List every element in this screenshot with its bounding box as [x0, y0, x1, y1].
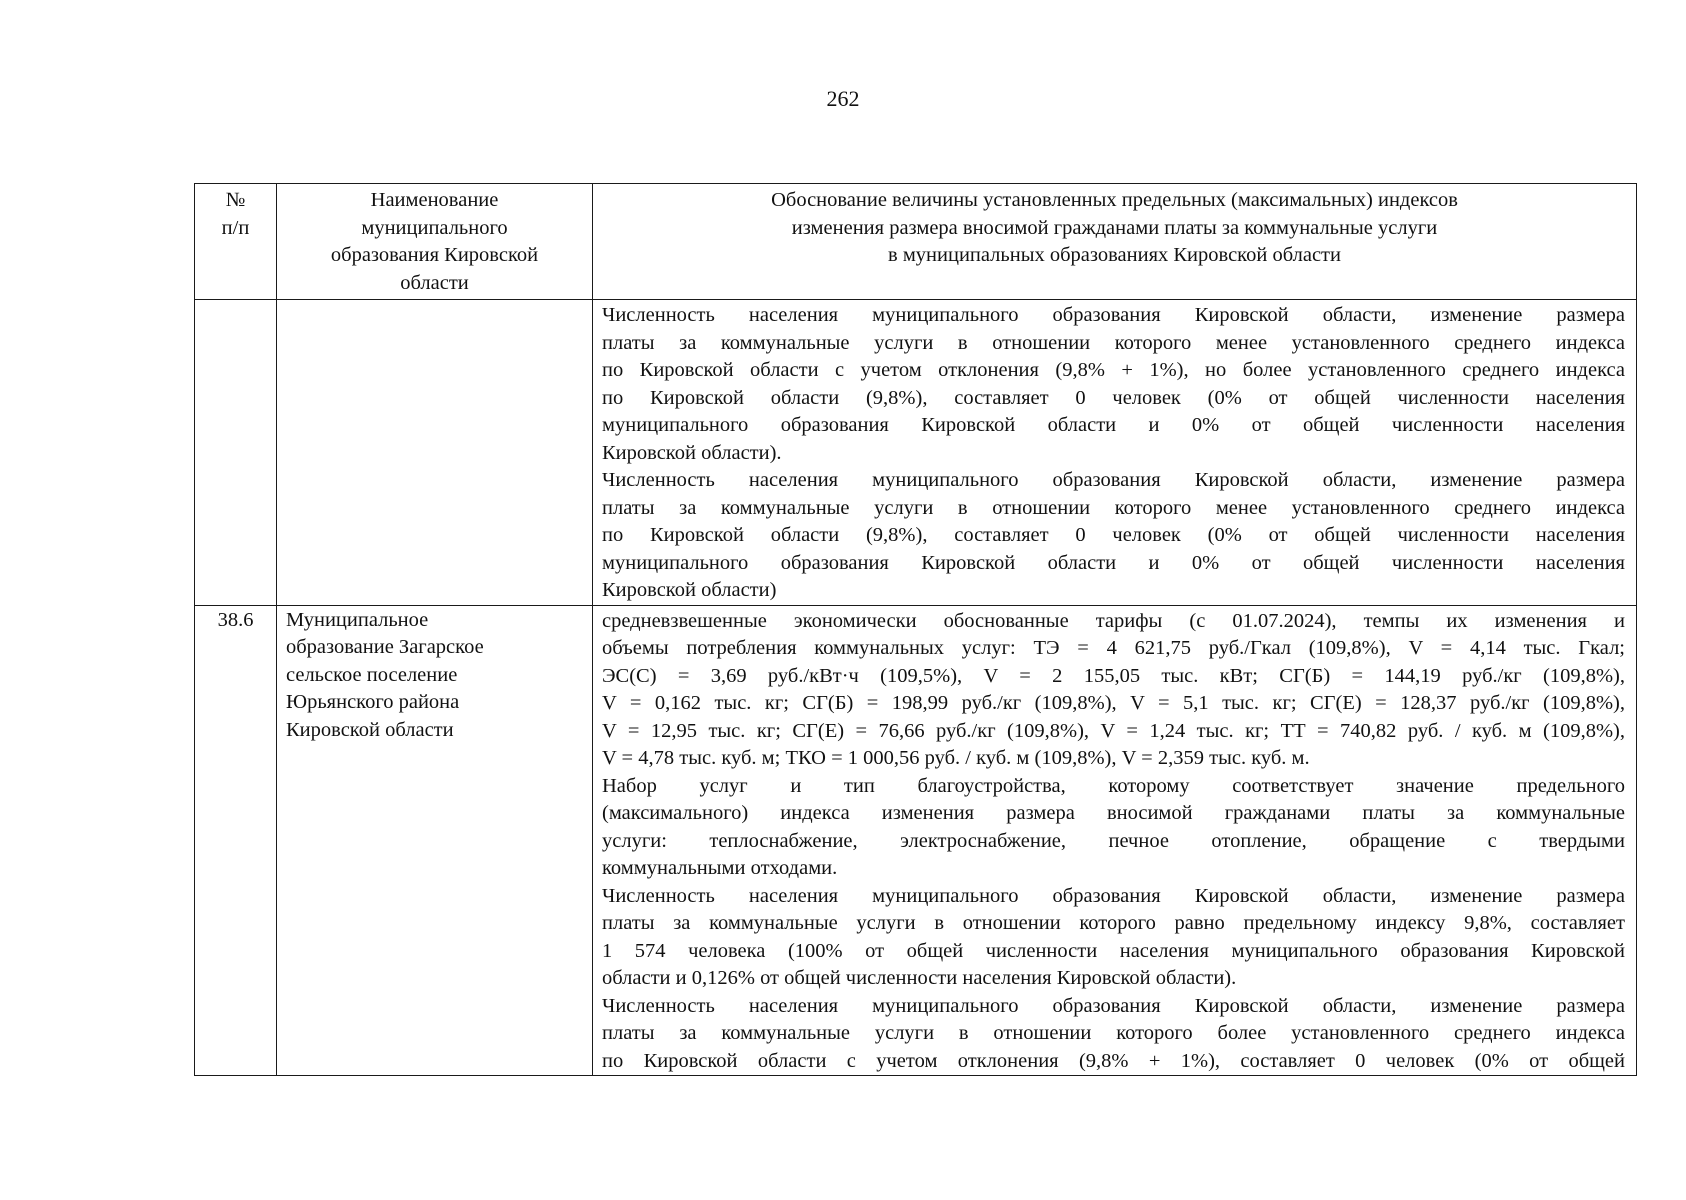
row-number — [195, 300, 277, 606]
page-number: 262 — [826, 86, 860, 111]
row-number: 38.6 — [195, 605, 277, 1076]
table-row — [195, 300, 1637, 606]
header-municipality-name: Наименование муниципального образования Кировской области — [277, 184, 593, 300]
table-header-row — [195, 184, 1637, 300]
table-row — [195, 605, 1637, 1076]
row-justification-text — [593, 300, 1637, 606]
paragraph: Численность населения муниципального образования Кировской области, изменение размера платы за коммунальные услуги в отношении которого более установленного среднего индекса по Кировской области с учетом отклонения (9,8% + 1%), составляет 0 человек (0% от общей — [602, 994, 1625, 1072]
paragraph: средневзвешенные экономически обоснованные тарифы (с 01.07.2024), темпы их изменения и объемы потребления коммунальных услуг: ТЭ = 4 621,75 руб./Гкал (109,8%), V = 4,14 тыс. Гкал; ЭС(С) = 3,69 руб./кВт·ч (109,5%), V = 2 155,05 тыс. кВт; СГ(Б) = 144,19 руб./кг (109,8%), V = 0,162 тыс. кг; СГ(Б) = 198,99 руб./кг (109,8%), V = 5,1 тыс. кг; СГ(Е) = 128,37 руб./кг (109,8%), V = 12,95 тыс. кг; СГ(Е) = 76,66 руб./кг (109,8%), V = 1,24 тыс. кг; ТТ = 740,82 руб. / куб. м (109,8%), V = 4,78 тыс. куб. м; ТКО = 1 000,56 руб. / куб. м (109,8%), V = 2,359 тыс. куб. м. — [602, 609, 1625, 769]
header-number: № п/п — [195, 184, 277, 300]
paragraph: Численность населения муниципального образования Кировской области, изменение размера платы за коммунальные услуги в отношении которого менее установленного среднего индекса по Кировской области с учетом отклонения (9,8% + 1%), но более установленного среднего индекса по Кировской области (9,8%), составляет 0 человек (0% от общей численности населения муниципального образования Кировской области и 0% от общей численности населения Кировской области). — [602, 304, 1625, 464]
justification-table — [194, 183, 1637, 1076]
header-justification: Обоснование величины установленных предельных (максимальных) индексов изменения размера вносимой гражданами платы за коммунальные услуги в муниципальных образованиях Кировской области — [593, 184, 1637, 300]
row-municipality-name: Муниципальное образование Загарское сельское поселение Юрьянского района Кировской области — [277, 605, 593, 1076]
paragraph: Численность населения муниципального образования Кировской области, изменение размера платы за коммунальные услуги в отношении которого менее установленного среднего индекса по Кировской области (9,8%), составляет 0 человек (0% от общей численности населения муниципального образования Кировской области и 0% от общей численности населения Кировской области) — [602, 469, 1625, 601]
paragraph: Набор услуг и тип благоустройства, которому соответствует значение предельного (максимального) индекса изменения размера вносимой гражданами платы за коммунальные услуги: теплоснабжение, электроснабжение, печное отопление, обращение с твердыми коммунальными отходами. — [602, 774, 1625, 879]
row-justification-text — [593, 605, 1637, 1076]
paragraph: Численность населения муниципального образования Кировской области, изменение размера платы за коммунальные услуги в отношении которого равно предельному индексу 9,8%, составляет 1 574 человека (100% от общей численности населения муниципального образования Кировской области и 0,126% от общей численности населения Кировской области). — [602, 884, 1625, 989]
row-municipality-name — [277, 300, 593, 606]
